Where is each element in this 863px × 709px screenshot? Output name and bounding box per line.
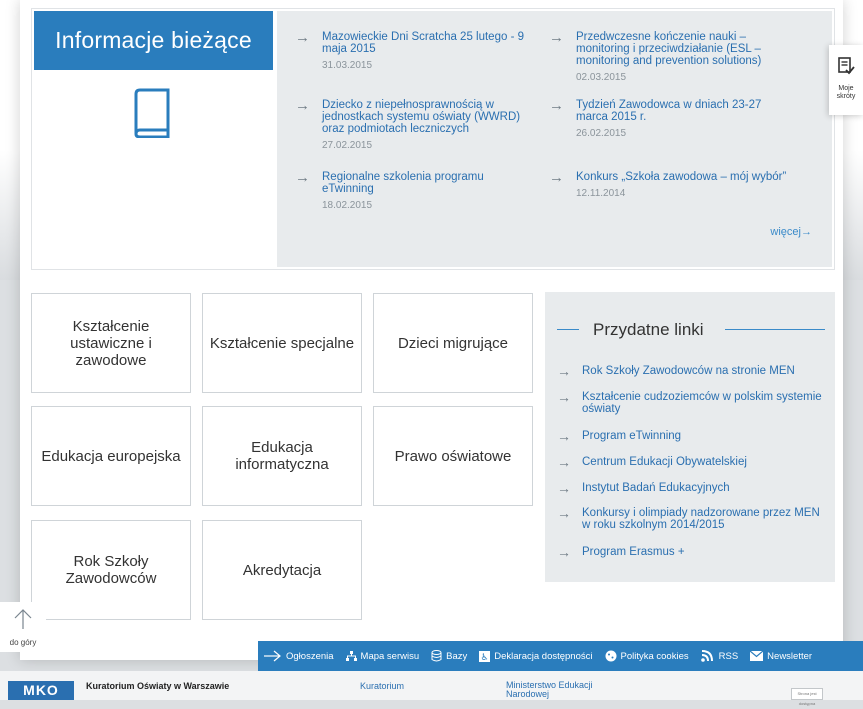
database-icon	[431, 650, 442, 662]
more-link[interactable]	[770, 226, 812, 238]
news-item[interactable]	[549, 99, 789, 139]
footer-link-men[interactable]: Ministerstwo Edukacji Narodowej	[506, 680, 593, 699]
news-title[interactable]: Tydzień Zawodowca w dniach 23-27 marca 2015 r.	[576, 99, 762, 123]
tile-edukacja-europejska[interactable]: Edukacja europejska	[31, 406, 191, 506]
footer-link-newsletter[interactable]	[750, 651, 812, 662]
footer-link-label: Bazy	[446, 650, 468, 662]
footer-link-label: Polityka cookies	[620, 650, 689, 662]
tile-dzieci-migrujace[interactable]: Dzieci migrujące	[373, 293, 533, 393]
divider	[557, 329, 579, 330]
tile-ksztalcenie-ustawiczne[interactable]: Kształcenie ustawiczne i zawodowe	[31, 293, 191, 393]
svg-text:♿: ♿	[480, 652, 489, 662]
back-to-top-label: do góry	[9, 638, 37, 647]
mko-logo[interactable]: MKO	[8, 681, 74, 700]
footer-nav-bar	[258, 641, 863, 671]
footer-link-label: Mapa serwisu	[360, 650, 420, 662]
useful-link[interactable]	[557, 456, 827, 468]
news-title[interactable]: Mazowieckie Dni Scratcha 25 lutego - 9 maja 2015	[322, 31, 524, 55]
checklist-icon	[837, 56, 855, 76]
my-shortcuts-label	[829, 85, 863, 101]
footer-link-mapa-serwisu[interactable]	[346, 651, 420, 662]
footer-link-label: Deklaracja dostępności	[494, 650, 593, 662]
footer-link-rss[interactable]	[701, 650, 739, 662]
cookie-icon	[605, 650, 617, 662]
useful-link[interactable]	[557, 391, 827, 415]
rss-icon	[701, 650, 715, 662]
my-shortcuts-button[interactable]	[829, 45, 863, 115]
arrow-right-icon: →	[557, 480, 571, 496]
news-item[interactable]	[549, 171, 789, 199]
arrow-right-icon: →	[801, 226, 812, 238]
footer-link-label: Ogłoszenia	[286, 650, 334, 662]
arrow-right-icon	[264, 650, 282, 662]
arrow-right-icon: →	[549, 97, 564, 114]
sitemap-icon	[346, 651, 357, 662]
arrow-up-icon	[12, 607, 34, 631]
accessibility-icon	[479, 651, 490, 662]
news-date: 18.02.2015	[322, 200, 373, 211]
tile-prawo-oswiatowe[interactable]: Prawo oświatowe	[373, 406, 533, 506]
news-item[interactable]	[295, 31, 535, 71]
tile-rok-szkoly-zawodowcow[interactable]: Rok Szkoły Zawodowców	[31, 520, 191, 620]
news-panel	[277, 11, 832, 267]
useful-link-text[interactable]: Centrum Edukacji Obywatelskiej	[582, 456, 747, 468]
useful-link[interactable]	[557, 507, 827, 531]
my-shortcuts-label-line2: skróty	[836, 93, 856, 100]
arrow-right-icon: →	[549, 169, 564, 186]
useful-links-title: Przydatne linki	[593, 320, 704, 339]
arrow-right-icon: →	[295, 97, 310, 114]
more-label: więcej	[770, 226, 801, 238]
back-to-top-button[interactable]	[0, 602, 46, 652]
useful-links-panel	[545, 292, 835, 582]
useful-link-text[interactable]: Konkursy i olimpiady nadzorowane przez MEN w roku szkolnym 2014/2015	[582, 507, 820, 531]
footer-link-kuratorium[interactable]: Kuratorium	[360, 681, 405, 691]
useful-link[interactable]	[557, 546, 827, 558]
useful-link[interactable]	[557, 430, 827, 442]
arrow-right-icon: →	[295, 29, 310, 46]
arrow-right-icon: →	[557, 544, 571, 560]
useful-link-text[interactable]: Program Erasmus +	[582, 546, 685, 558]
news-date: 26.02.2015	[576, 128, 627, 139]
arrow-right-icon: →	[557, 363, 571, 379]
tile-akredytacja[interactable]: Akredytacja	[202, 520, 362, 620]
useful-link[interactable]	[557, 482, 827, 494]
envelope-icon	[750, 651, 763, 661]
useful-link[interactable]	[557, 365, 827, 377]
news-title[interactable]: Konkurs „Szkoła zawodowa – mój wybór”	[576, 171, 787, 183]
news-item[interactable]	[295, 171, 535, 211]
footer-link-bazy[interactable]	[431, 650, 467, 662]
my-shortcuts-label-line1: Moje	[838, 85, 854, 92]
footer-link-deklaracja[interactable]	[479, 651, 592, 662]
news-item[interactable]	[295, 99, 535, 151]
arrow-right-icon: →	[557, 454, 571, 470]
tile-edukacja-informatyczna[interactable]: Edukacja informatyczna	[202, 406, 362, 506]
news-title[interactable]: Dziecko z niepełnosprawnością w jednostkach systemu oświaty (WWRD) oraz podmiotach leczniczych	[322, 99, 521, 135]
book-icon	[132, 88, 172, 138]
footer-link-label: Newsletter	[767, 650, 813, 662]
news-item[interactable]	[549, 31, 789, 83]
organization-name: Kuratorium Oświaty w Warszawie	[86, 681, 230, 691]
footer-link-label: RSS	[718, 650, 739, 662]
news-title[interactable]: Przedwczesne kończenie nauki – monitoring i przeciwdziałanie (ESL – monitoring and prevention solutions)	[576, 31, 762, 67]
footer-bottom	[0, 671, 863, 706]
useful-link-text[interactable]: Kształcenie cudzoziemców w polskim systemie oświaty	[582, 391, 822, 415]
useful-link-text[interactable]: Instytut Badań Edukacyjnych	[582, 482, 730, 494]
news-date: 27.02.2015	[322, 140, 373, 151]
arrow-right-icon: →	[557, 505, 571, 521]
useful-link-text[interactable]: Program eTwinning	[582, 430, 682, 442]
accessibility-badge[interactable]: Strona jest dostępna	[791, 688, 823, 700]
tile-ksztalcenie-specjalne[interactable]: Kształcenie specjalne	[202, 293, 362, 393]
arrow-right-icon: →	[557, 428, 571, 444]
arrow-right-icon: →	[549, 29, 564, 46]
footer-link-cookies[interactable]	[605, 650, 689, 662]
news-date: 12.11.2014	[576, 188, 626, 199]
divider	[725, 329, 825, 330]
arrow-right-icon: →	[557, 389, 571, 405]
news-date: 31.03.2015	[322, 60, 373, 71]
news-title[interactable]: Regionalne szkolenia programu eTwinning	[322, 171, 484, 195]
news-date: 02.03.2015	[576, 72, 627, 83]
useful-links-header	[557, 320, 825, 340]
footer-link-ogloszenia[interactable]	[264, 650, 334, 662]
arrow-right-icon: →	[295, 169, 310, 186]
useful-link-text[interactable]: Rok Szkoły Zawodowców na stronie MEN	[582, 365, 795, 377]
current-info-title[interactable]: Informacje bieżące	[34, 11, 273, 70]
